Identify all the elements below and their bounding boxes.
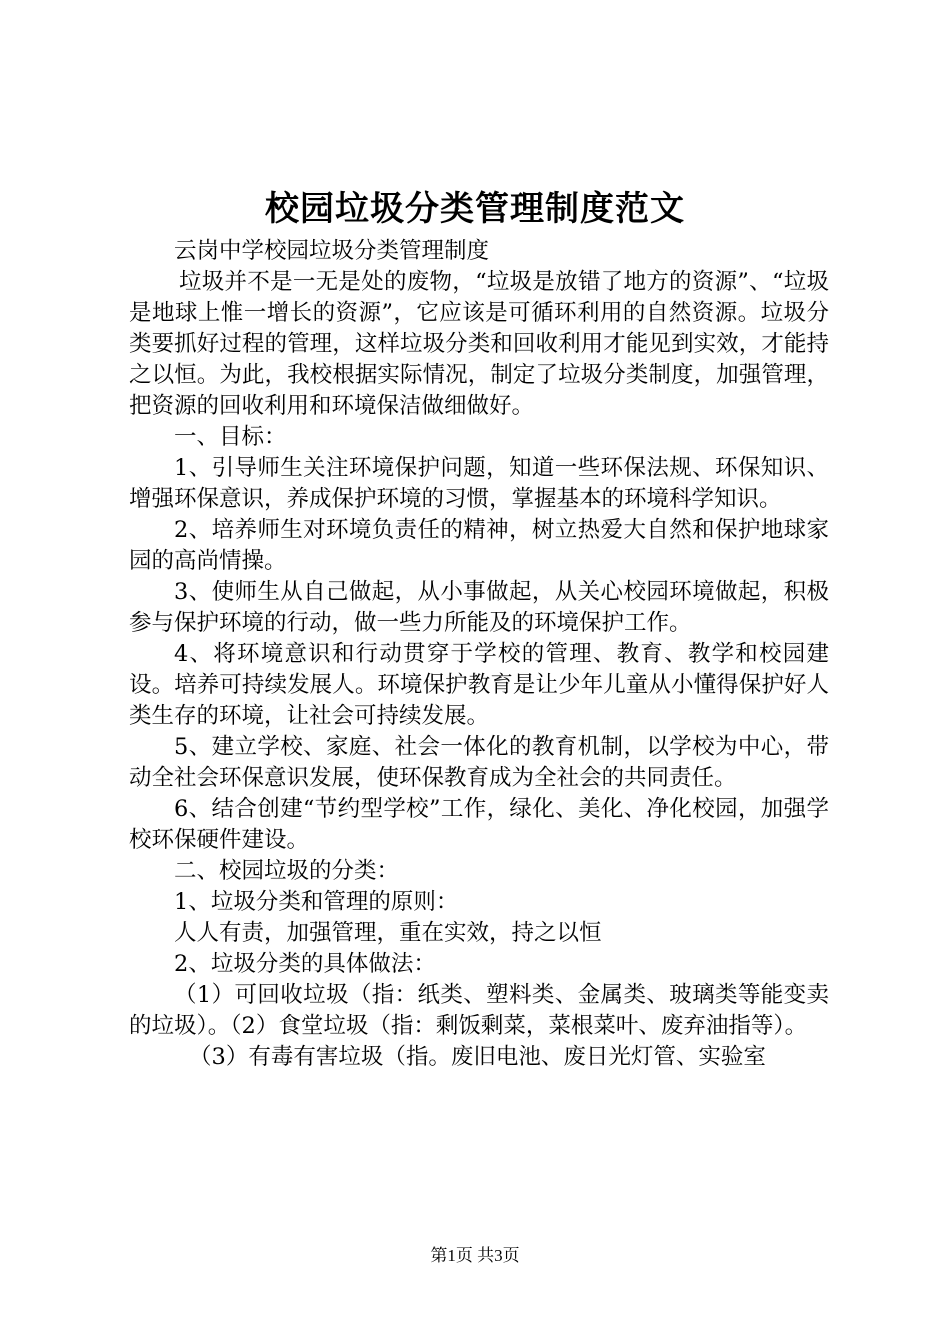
paragraph-method-heading: 2、垃圾分类的具体做法： (174, 951, 436, 977)
paragraph-goal-3: 3、使师生从自己做起，从小事做起，从关心校园环境做起，积极参与保护环境的行动，做一些力所能及的环境保护工作。 (129, 579, 829, 636)
paragraph-goal-4: 4、将环境意识和行动贯穿于学校的管理、教育、教学和校园建设。培养可持续发展人。环境保护教育是让少年儿童从小懂得保护好人类生存的环境，让社会可持续发展。 (129, 641, 829, 729)
paragraph-goal-5: 5、建立学校、家庭、社会一体化的教育机制，以学校为中心，带动全社会环保意识发展，使环保教育成为全社会的共同责任。 (129, 734, 829, 791)
paragraph-subtitle: 云岗中学校园垃圾分类管理制度 (174, 238, 490, 264)
document-body (129, 236, 829, 1073)
paragraph-method-3: （3）有毒有害垃圾（指。废旧电池、废日光灯管、实验室 (189, 1044, 766, 1070)
document-title: 校园垃圾分类管理制度范文 (265, 189, 685, 229)
paragraph-goal-1: 1、引导师生关注环境保护问题，知道一些环保法规、环保知识、增强环保意识，养成保护环境的习惯，掌握基本的环境科学知识。 (129, 455, 829, 512)
paragraph-goal-2: 2、培养师生对环境负责任的精神，树立热爱大自然和保护地球家园的高尚情操。 (129, 517, 829, 574)
section-heading-classification: 二、校园垃圾的分类： (174, 858, 400, 884)
paragraph-goal-6: 6、结合创建“节约型学校”工作，绿化、美化、净化校园，加强学校环保硬件建设。 (129, 796, 829, 853)
paragraph-intro: 垃圾并不是一无是处的废物，“垃圾是放错了地方的资源”、“垃圾是地球上惟一增长的资源”，它应该是可循环利用的自然资源。垃圾分类要抓好过程的管理，这样垃圾分类和回收利用才能见到实效，才能持之以恒。为此，我校根据实际情况，制定了垃圾分类制度，加强管理，把资源的回收利用和环境保洁做细做好。 (129, 269, 829, 419)
paragraph-principle-heading: 1、垃圾分类和管理的原则： (174, 889, 459, 915)
paragraph-method-1-2: （1）可回收垃圾（指：纸类、塑料类、金属类、玻璃类等能变卖的垃圾）。（2）食堂垃圾（指：剩饭剩菜，菜根菜叶、废弃油指等）。 (129, 982, 829, 1039)
paragraph-principle: 人人有责，加强管理，重在实效，持之以恒 (174, 920, 602, 946)
section-heading-goals: 一、目标： (174, 424, 287, 450)
page-footer: 第1页 共3页 (430, 1246, 520, 1265)
